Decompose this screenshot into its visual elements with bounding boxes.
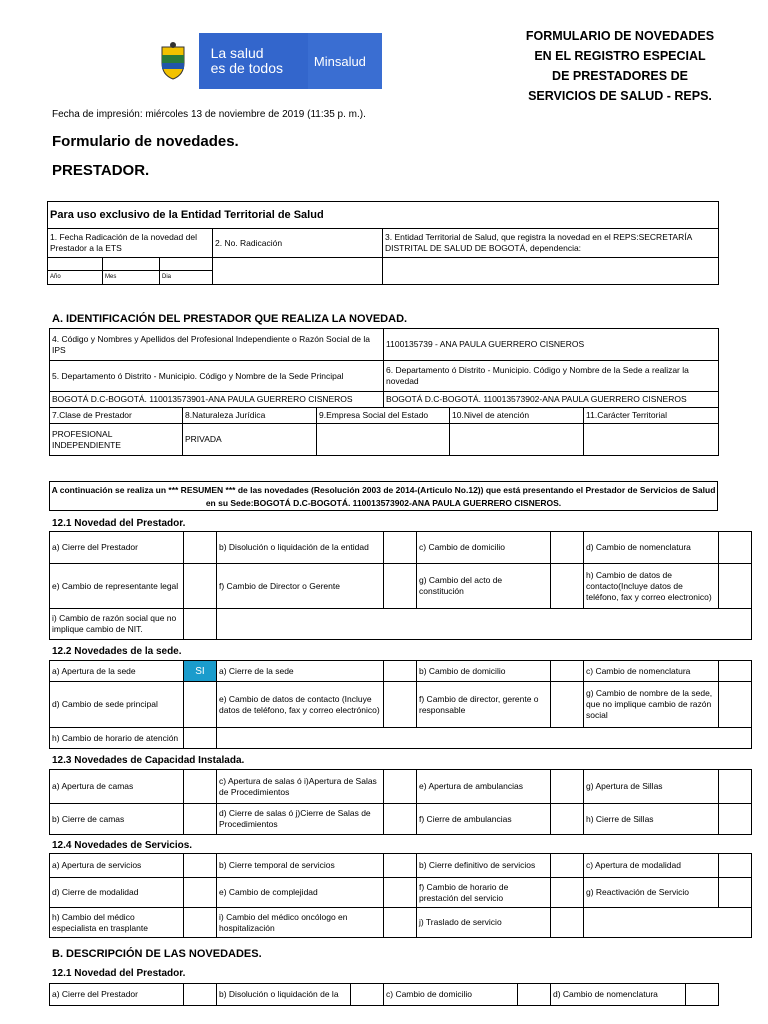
s121-f-label: f) Cambio de Director o Gerente <box>217 564 384 609</box>
s123-g-box[interactable] <box>719 770 752 804</box>
s121-d-box[interactable] <box>719 532 752 564</box>
resumen-banner: A continuación se realiza un *** RESUMEN *** de las novedades (Resolución 2003 de 2014-(Articulo No.12)) que está presentando el Prestador de Servicios de Salud en su Sede:BOGOTÁ D.C-BOGOTÁ. 110013573902-ANA PAULA GUERRERO CISNEROS. <box>49 481 718 511</box>
print-date: Fecha de impresión: miércoles 13 de noviembre de 2019 (11:35 p. m.). <box>52 109 366 120</box>
s121-i-box[interactable] <box>184 609 217 640</box>
s124-a-label: a) Apertura de servicios <box>50 854 184 878</box>
s121-b-label: b) Disolución o liquidación de la entidad <box>217 532 384 564</box>
s121-d-label: d) Cambio de nomenclatura <box>584 532 719 564</box>
ets-table <box>47 201 719 285</box>
s122-h-label: h) Cambio de horario de atención <box>50 728 184 749</box>
s121-g-label: g) Cambio del acto de constitución <box>417 564 551 609</box>
s123-c-box[interactable] <box>384 770 417 804</box>
ets-title: Para uso exclusivo de la Entidad Territorial de Salud <box>48 202 719 229</box>
s123-table <box>49 769 752 835</box>
s124-f-label: f) Cambio de horario de prestación del servicio <box>417 878 551 908</box>
s122-e-box[interactable] <box>384 682 417 728</box>
ets-radicacion-label: 2. No. Radicación <box>213 229 383 258</box>
s124-c-box[interactable] <box>719 854 752 878</box>
ets-anio-label: Año <box>48 271 103 285</box>
s121-empty <box>217 609 752 640</box>
s121-table <box>49 531 752 640</box>
s122-b-box[interactable] <box>551 661 584 682</box>
s124-h-label: h) Cambio del médico especialista en trasplante <box>50 908 184 938</box>
secb-b-label: b) Disolución o liquidación de la <box>217 984 351 1006</box>
s123-h-box[interactable] <box>719 804 752 835</box>
s123-a-label: a) Apertura de camas <box>50 770 184 804</box>
secb-b-box[interactable] <box>351 984 384 1006</box>
ets-dia-input[interactable] <box>160 258 213 271</box>
field-8-value: PRIVADA <box>183 424 317 456</box>
field-9-label: 9.Empresa Social del Estado <box>317 408 450 424</box>
s124-b1-box[interactable] <box>384 854 417 878</box>
logo-brand: Minsalud <box>308 33 382 89</box>
s124-table <box>49 853 752 938</box>
field-10-label: 10.Nivel de atención <box>450 408 584 424</box>
field-10-value <box>450 424 584 456</box>
s124-j-box[interactable] <box>551 908 584 938</box>
field-8-label: 8.Naturaleza Jurídica <box>183 408 317 424</box>
s121-e-box[interactable] <box>184 564 217 609</box>
s123-e-box[interactable] <box>551 770 584 804</box>
ets-mes-label: Mes <box>103 271 160 285</box>
field-6-value: BOGOTÁ D.C-BOGOTÁ. 110013573902-ANA PAULA GUERRERO CISNEROS <box>384 392 719 408</box>
s121-a-label: a) Cierre del Prestador <box>50 532 184 564</box>
s124-i-label: i) Cambio del médico oncólogo en hospitalización <box>217 908 384 938</box>
field-9-value <box>317 424 450 456</box>
secb-d-label: d) Cambio de nomenclatura <box>551 984 686 1006</box>
s121-b-box[interactable] <box>384 532 417 564</box>
prestador-title: PRESTADOR. <box>52 162 150 179</box>
s122-empty <box>217 728 752 749</box>
s122-a2-label: a) Cierre de la sede <box>217 661 384 682</box>
s122-a-label: a) Apertura de la sede <box>50 661 184 682</box>
s124-e-box[interactable] <box>384 878 417 908</box>
s124-b2-box[interactable] <box>551 854 584 878</box>
s124-b2-label: b) Cierre definitivo de servicios <box>417 854 551 878</box>
ets-entidad-label: 3. Entidad Territorial de Salud, que registra la novedad en el REPS:SECRETARÍA DISTRITAL DE SALUD DE BOGOTÁ, dependencia: <box>383 229 719 258</box>
ets-dia-label: Dia <box>160 271 213 285</box>
s124-d-label: d) Cierre de modalidad <box>50 878 184 908</box>
logo-line2: es de todos <box>210 60 283 76</box>
s124-j-label: j) Traslado de servicio <box>417 908 551 938</box>
s124-g-label: g) Reactivación de Servicio <box>584 878 719 908</box>
s122-e-label: e) Cambio de datos de contacto (Incluye datos de teléfono, fax y correo electrónico) <box>217 682 384 728</box>
s124-c-label: c) Apertura de modalidad <box>584 854 719 878</box>
s122-table <box>49 660 752 749</box>
field-11-value <box>584 424 719 456</box>
field-4-value: 1100135739 - ANA PAULA GUERRERO CISNEROS <box>384 329 719 361</box>
field-4-label: 4. Código y Nombres y Apellidos del Profesional Independiente o Razón Social de la IPS <box>50 329 384 361</box>
s124-h-box[interactable] <box>184 908 217 938</box>
secb-a-label: a) Cierre del Prestador <box>50 984 184 1006</box>
s123-h-label: h) Cierre de Sillas <box>584 804 719 835</box>
field-7-label: 7.Clase de Prestador <box>50 408 183 424</box>
s123-d-box[interactable] <box>384 804 417 835</box>
section-b-table <box>49 983 719 1006</box>
s121-i-label: i) Cambio de razón social que no implique cambio de NIT. <box>50 609 184 640</box>
secb-a-box[interactable] <box>184 984 217 1006</box>
field-5-label: 5. Departamento ó Distrito - Municipio. Código y Nombre de la Sede Principal <box>50 361 384 392</box>
field-11-label: 11.Carácter Territorial <box>584 408 719 424</box>
form-title: Formulario de novedades. <box>52 133 239 150</box>
s123-f-label: f) Cierre de ambulancias <box>417 804 551 835</box>
s122-a2-box[interactable] <box>384 661 417 682</box>
field-5-value: BOGOTÁ D.C-BOGOTÁ. 110013573901-ANA PAULA GUERRERO CISNEROS <box>50 392 384 408</box>
s121-c-label: c) Cambio de domicilio <box>417 532 551 564</box>
s122-d-box[interactable] <box>184 682 217 728</box>
field-6-label: 6. Departamento ó Distrito - Municipio. Código y Nombre de la Sede a realizar la novedad <box>384 361 719 392</box>
ets-radicacion-input[interactable] <box>213 258 383 285</box>
s122-d-label: d) Cambio de sede principal <box>50 682 184 728</box>
s122-g-label: g) Cambio de nombre de la sede, que no implique cambio de razón social <box>584 682 719 728</box>
s121-title: 12.1 Novedad del Prestador. <box>52 518 186 529</box>
s121-h-box[interactable] <box>719 564 752 609</box>
header-title <box>500 26 740 106</box>
s123-f-box[interactable] <box>551 804 584 835</box>
logo-line1: La salud <box>210 45 264 61</box>
s122-c-label: c) Cambio de nomenclatura <box>584 661 719 682</box>
s123-g-label: g) Apertura de Sillas <box>584 770 719 804</box>
s124-d-box[interactable] <box>184 878 217 908</box>
s122-b-label: b) Cambio de domicilio <box>417 661 551 682</box>
s123-c-label: c) Apertura de salas ó i)Apertura de Salas de Procedimientos <box>217 770 384 804</box>
s124-b1-label: b) Cierre temporal de servicios <box>217 854 384 878</box>
section-b-title: B. DESCRIPCIÓN DE LAS NOVEDADES. <box>52 948 262 960</box>
s124-e-label: e) Cambio de complejidad <box>217 878 384 908</box>
s122-h-box[interactable] <box>184 728 217 749</box>
ets-anio-input[interactable] <box>48 258 103 271</box>
header-title-line: DE PRESTADORES DE <box>552 69 688 83</box>
section-a-table <box>49 328 719 456</box>
coat-of-arms-icon <box>148 33 199 89</box>
s121-e-label: e) Cambio de representante legal <box>50 564 184 609</box>
secb-d-box[interactable] <box>686 984 719 1006</box>
section-b-subtitle: 12.1 Novedad del Prestador. <box>52 968 186 979</box>
s124-a-box[interactable] <box>184 854 217 878</box>
s123-d-label: d) Cierre de salas ó j)Cierre de Salas de Procedimientos <box>217 804 384 835</box>
s121-a-box[interactable] <box>184 532 217 564</box>
s124-i-box[interactable] <box>384 908 417 938</box>
s124-f-box[interactable] <box>551 878 584 908</box>
s121-c-box[interactable] <box>551 532 584 564</box>
s124-g-box[interactable] <box>719 878 752 908</box>
s122-a-value[interactable]: SI <box>184 661 217 682</box>
header-title-line: SERVICIOS DE SALUD - REPS. <box>528 89 712 103</box>
ets-fecha-label: 1. Fecha Radicación de la novedad del Prestador a la ETS <box>48 229 213 258</box>
ets-entidad-input[interactable] <box>383 258 719 285</box>
s123-b-label: b) Cierre de camas <box>50 804 184 835</box>
s123-a-box[interactable] <box>184 770 217 804</box>
header-title-line: EN EL REGISTRO ESPECIAL <box>534 49 706 63</box>
secb-c-box[interactable] <box>518 984 551 1006</box>
s121-g-box[interactable] <box>551 564 584 609</box>
minsalud-logo <box>148 33 382 89</box>
s121-f-box[interactable] <box>384 564 417 609</box>
s121-h-label: h) Cambio de datos de contacto(Incluye datos de teléfono, fax y correo electronico) <box>584 564 719 609</box>
s122-f-label: f) Cambio de director, gerente o responsable <box>417 682 551 728</box>
secb-c-label: c) Cambio de domicilio <box>384 984 518 1006</box>
header-title-line: FORMULARIO DE NOVEDADES <box>525 29 715 43</box>
s123-b-box[interactable] <box>184 804 217 835</box>
ets-mes-input[interactable] <box>103 258 160 271</box>
section-a-title: A. IDENTIFICACIÓN DEL PRESTADOR QUE REALIZA LA NOVEDAD. <box>52 313 408 325</box>
s122-title: 12.2 Novedades de la sede. <box>52 646 182 657</box>
s124-title: 12.4 Novedades de Servicios. <box>52 840 193 851</box>
s122-c-box[interactable] <box>719 661 752 682</box>
s123-e-label: e) Apertura de ambulancias <box>417 770 551 804</box>
s122-g-box[interactable] <box>719 682 752 728</box>
field-7-value: PROFESIONAL INDEPENDIENTE <box>50 424 183 456</box>
s122-f-box[interactable] <box>551 682 584 728</box>
s123-title: 12.3 Novedades de Capacidad Instalada. <box>52 755 245 766</box>
s124-empty <box>584 908 752 938</box>
